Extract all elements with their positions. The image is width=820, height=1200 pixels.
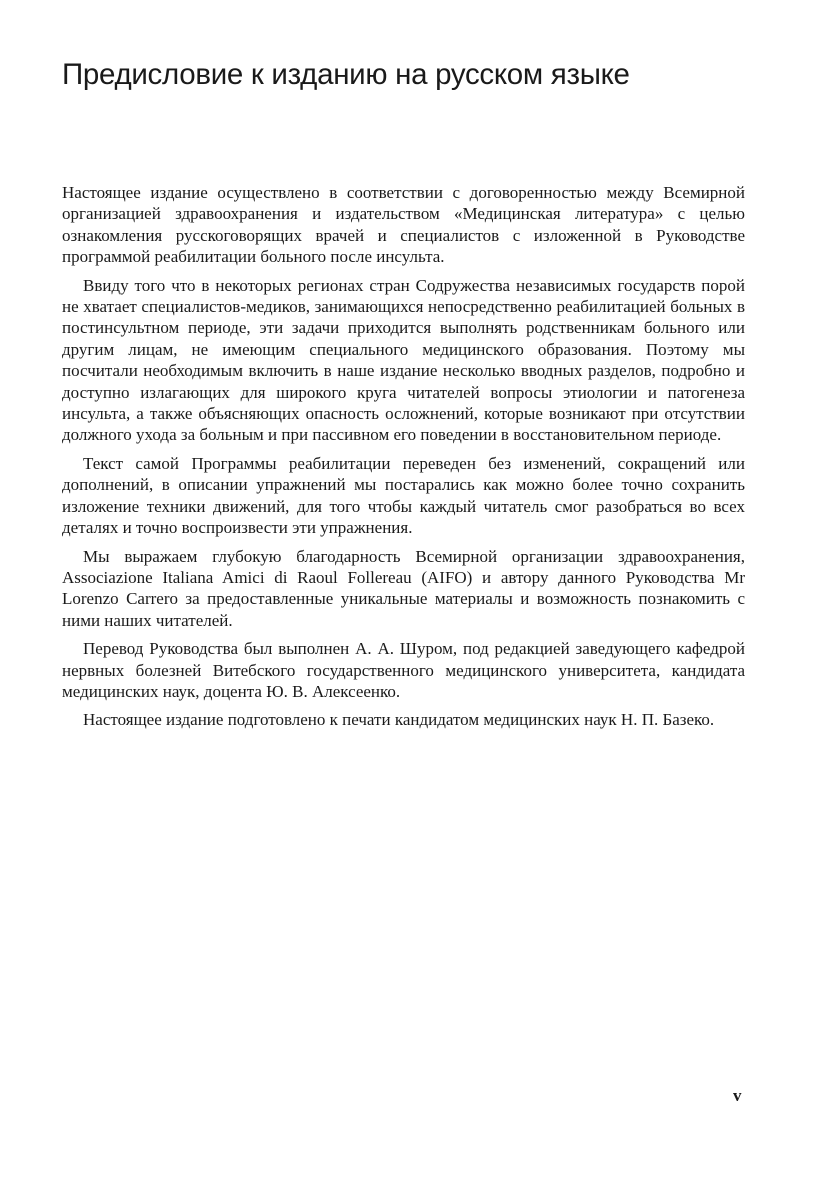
paragraph-preparation: Настоящее издание подготовлено к печати кандидатом медицинских наук Н. П. Базеко. xyxy=(83,710,715,730)
paragraph-agreement: Настоящее издание осуществлено в соответствии с договоренностью между Всемирной организацией здравоохранения и издательством «Медицинская литература» с целью ознакомления русскоговорящих врачей и специалистов с изложенной в Руководстве программой реабилитации больного после инсульта. xyxy=(62,183,745,267)
page-title: Предисловие к изданию на русском языке xyxy=(62,58,630,91)
preface-body xyxy=(62,182,745,738)
paragraph-acknowledgements: Мы выражаем глубокую благодарность Всемирной организации здравоохранения, Associazione Italiana Amici di Raoul Follereau (AIFO) и автору данного Руководства Mr Lorenzo Carrero за предоставленные уникальные материалы и возможность познакомить с ними наших читателей. xyxy=(62,546,745,630)
paragraph-translator: Перевод Руководства был выполнен А. А. Шуром, под редакцией заведующего кафедрой нервных болезней Витебского государственного медицинского университета, кандидата медицинских наук, доцента Ю. В. Алексеенко. xyxy=(62,639,745,701)
paragraph-translation-approach: Текст самой Программы реабилитации переведен без изменений, сокращений или дополнений, в описании упражнений мы постарались как можно более точно сохранить изложение техники движений, для того чтобы каждый читатель смог разобраться во всех деталях и точно воспроизвести эти упражнения. xyxy=(62,453,745,538)
page-number: v xyxy=(733,1086,742,1105)
paragraph-rehabilitation-need: Ввиду того что в некоторых регионах стран Содружества независимых государств порой не хватает специалистов-медиков, занимающихся непосредственно реабилитацией больных в постинсультном периоде, эти задачи приходится выполнять родственникам больного или другим лицам, не имеющим специального медицинского образования. Поэтому мы посчитали необходимым включить в наше издание несколько вводных разделов, подробно и доступно излагающих для широкого круга читателей вопросы этиологии и патогенеза инсульта, а также объясняющих опасность осложнений, которые возникают при отсутствии должного ухода за больным и при пассивном его поведении в восстановительном периоде. xyxy=(62,275,745,445)
